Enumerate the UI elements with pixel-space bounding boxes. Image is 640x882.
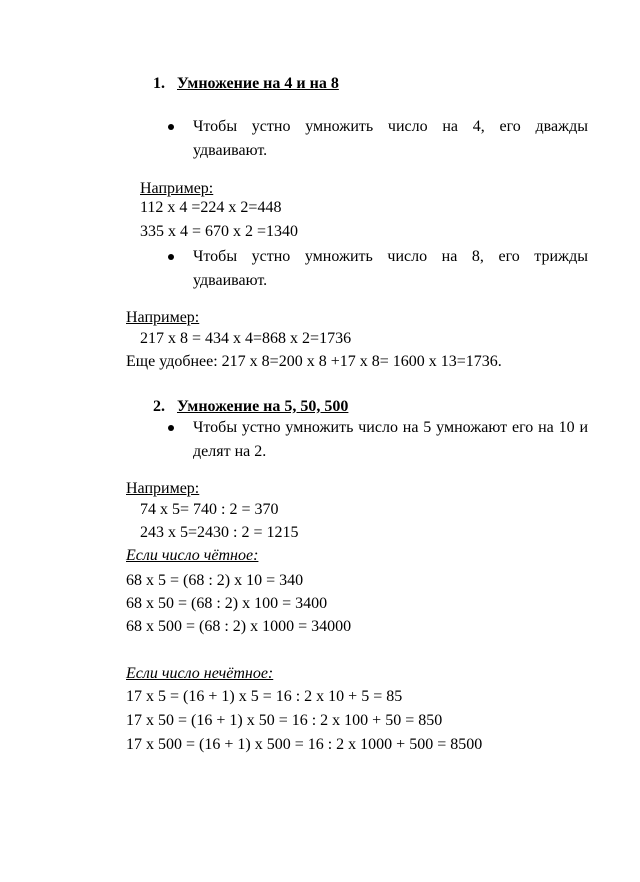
convenient-line: Еще удобнее: 217 х 8=200 х 8 +17 х 8= 1600 х 13=1736. <box>126 353 502 370</box>
bullet-dot <box>168 425 174 431</box>
section1-heading <box>153 74 339 94</box>
even-label: Если число чётное: <box>126 547 259 564</box>
even-line: 68 х 500 = (68 : 2) х 1000 = 34000 <box>126 618 352 635</box>
section2-title: Умножение на 5, 50, 500 <box>177 398 349 415</box>
even-line: 68 х 5 = (68 : 2) х 10 = 340 <box>126 572 304 589</box>
odd-label: Если число нечётное: <box>126 665 274 682</box>
example-line: 74 х 5= 740 : 2 = 370 <box>140 501 279 518</box>
example-line: 335 х 4 = 670 х 2 =1340 <box>140 223 299 240</box>
bullet-dot <box>168 254 174 260</box>
example-label-2: Например: <box>126 309 200 326</box>
section1-bullet1: Чтобы устно умножить число на 4, его дважды удваивают. <box>193 118 588 159</box>
section2-heading <box>153 397 348 417</box>
section2-number: 2. <box>153 398 165 415</box>
odd-line: 17 х 500 = (16 + 1) х 500 = 16 : 2 х 1000 + 500 = 8500 <box>126 736 483 753</box>
section1-title: Умножение на 4 и на 8 <box>177 75 339 92</box>
bullet-dot <box>168 124 174 130</box>
example-line: 217 х 8 = 434 х 4=868 х 2=1736 <box>140 330 352 347</box>
example-line: 112 х 4 =224 х 2=448 <box>140 199 282 216</box>
example-label-1: Например: <box>140 180 214 197</box>
section2-bullet1: Чтобы устно умножить число на 5 умножают его на 10 и делят на 2. <box>193 419 588 460</box>
section1-bullet2: Чтобы устно умножить число на 8, его трижды удваивают. <box>193 248 588 289</box>
even-line: 68 х 50 = (68 : 2) х 100 = 3400 <box>126 595 328 612</box>
odd-line: 17 х 50 = (16 + 1) х 50 = 16 : 2 х 100 + 50 = 850 <box>126 712 443 729</box>
odd-line: 17 х 5 = (16 + 1) х 5 = 16 : 2 х 10 + 5 = 85 <box>126 688 403 705</box>
example-line: 243 х 5=2430 : 2 = 1215 <box>140 524 299 541</box>
section1-number: 1. <box>153 75 165 92</box>
example-label-3: Например: <box>126 480 200 497</box>
